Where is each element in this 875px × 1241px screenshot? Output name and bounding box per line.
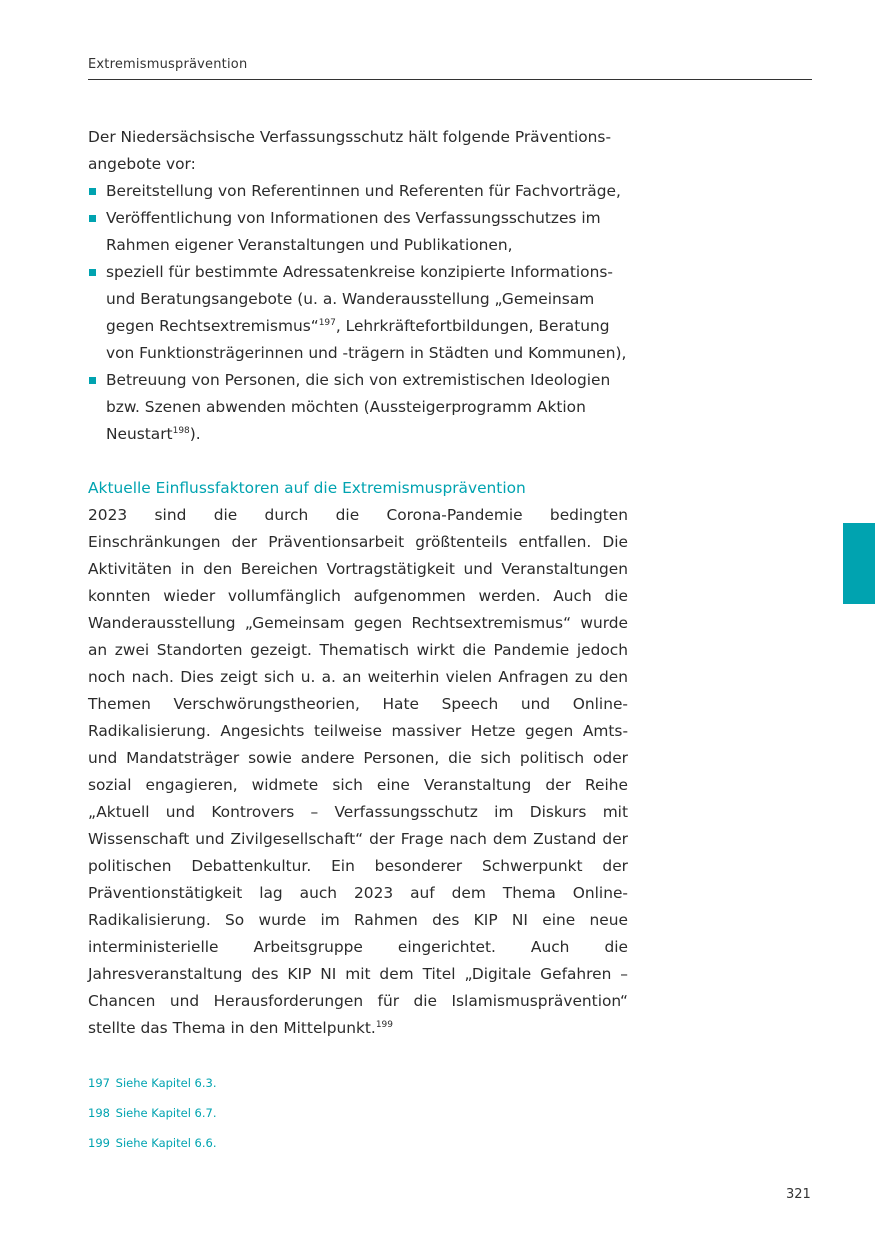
intro-paragraph: Der Niedersächsische Verfassungsschutz hält folgende Präventions-angebote vor:: [88, 128, 612, 173]
main-content: [88, 124, 628, 1042]
list-item-text: speziell für bestimmte Adressatenkreise konzipierte Informations-und Beratungsangebote (u. a. Wanderausstellung „Gemeinsam gegen Rechtsextremismus“: [106, 263, 613, 335]
list-item-text: Betreuung von Personen, die sich von extremistischen Ideologien bzw. Szenen abwenden möchten (Aussteigerprogramm Aktion Neustart: [106, 371, 611, 443]
prevention-offers-list: [88, 178, 628, 448]
footnote-number: 197: [88, 1076, 110, 1090]
square-bullet-icon: [89, 269, 96, 276]
list-item-text: Bereitstellung von Referentinnen und Referenten für Fachvorträge,: [106, 182, 621, 200]
list-item-text: ).: [189, 425, 201, 443]
square-bullet-icon: [89, 188, 96, 195]
footnote: [88, 1106, 628, 1136]
list-item-text: Veröffentlichung von Informationen des Verfassungsschutzes im Rahmen eigener Veranstaltungen und Publikationen,: [106, 209, 601, 254]
footnote-ref: 198: [172, 426, 190, 436]
section-body: [88, 502, 628, 1042]
footnote-text: Siehe Kapitel 6.3.: [115, 1076, 217, 1090]
footnote-number: 198: [88, 1106, 110, 1120]
footnote-number: 199: [88, 1136, 110, 1150]
list-item: [88, 205, 628, 259]
footnote: [88, 1136, 628, 1166]
chapter-tab-marker: [843, 523, 875, 604]
footnotes: [88, 1076, 628, 1166]
section-body-text: 2023 sind die durch die Corona-Pandemie bedingten Einschränkungen der Präventionsarbeit größtenteils entfallen. Die Aktivitäten in den Bereichen Vortragstätigkeit und Veranstaltungen konnten wieder vollumfänglich aufgenommen werden. Auch die Wanderausstellung „Gemeinsam gegen Rechtsextremismus“ wurde an zwei Standorten gezeigt. Thematisch wirkt die Pandemie jedoch noch nach. Dies zeigt sich u. a. an weiterhin vielen Anfragen zu den Themen Verschwörungstheorien, Hate Speech und Online-Radikalisierung. Angesichts teilweise massiver Hetze gegen Amts- und Mandatsträger sowie andere Personen, die sich politisch oder sozial engagieren, widmete sich eine Veranstaltung der Reihe „Aktuell und Kontrovers – Verfassungsschutz im Diskurs mit Wissenschaft und Zivilgesellschaft“ der Frage nach dem Zustand der politischen Debattenkultur. Ein besonderer Schwerpunkt der Präventionstätigkeit lag auch 2023 auf dem Thema Online-Radikalisierung. So wurde im Rahmen des KIP NI eine neue interministerielle Arbeitsgruppe eingerichtet. Auch die Jahresveranstaltung des KIP NI mit dem Titel „Digitale Gefahren – Chancen und Herausforderungen für die Islamismusprävention“ stellte das Thema in den Mittelpunkt.: [88, 506, 628, 1037]
section-heading: Aktuelle Einflussfaktoren auf die Extremismusprävention: [88, 479, 526, 497]
list-item: [88, 367, 628, 448]
footnote-ref: 197: [318, 318, 336, 328]
square-bullet-icon: [89, 215, 96, 222]
footnote-ref: 199: [375, 1020, 394, 1030]
square-bullet-icon: [89, 377, 96, 384]
page-number: 321: [786, 1187, 811, 1202]
header-rule: [88, 79, 812, 80]
list-item-text: , Lehrkräftefortbildungen, Beratung von Funktionsträgerinnen und -trägern in Städten und Kommunen),: [106, 317, 627, 362]
running-header: Extremismusprävention: [88, 57, 248, 72]
list-item: [88, 259, 628, 367]
footnote-text: Siehe Kapitel 6.6.: [115, 1136, 217, 1150]
footnote-text: Siehe Kapitel 6.7.: [115, 1106, 217, 1120]
footnote: [88, 1076, 628, 1106]
list-item: [88, 178, 628, 205]
